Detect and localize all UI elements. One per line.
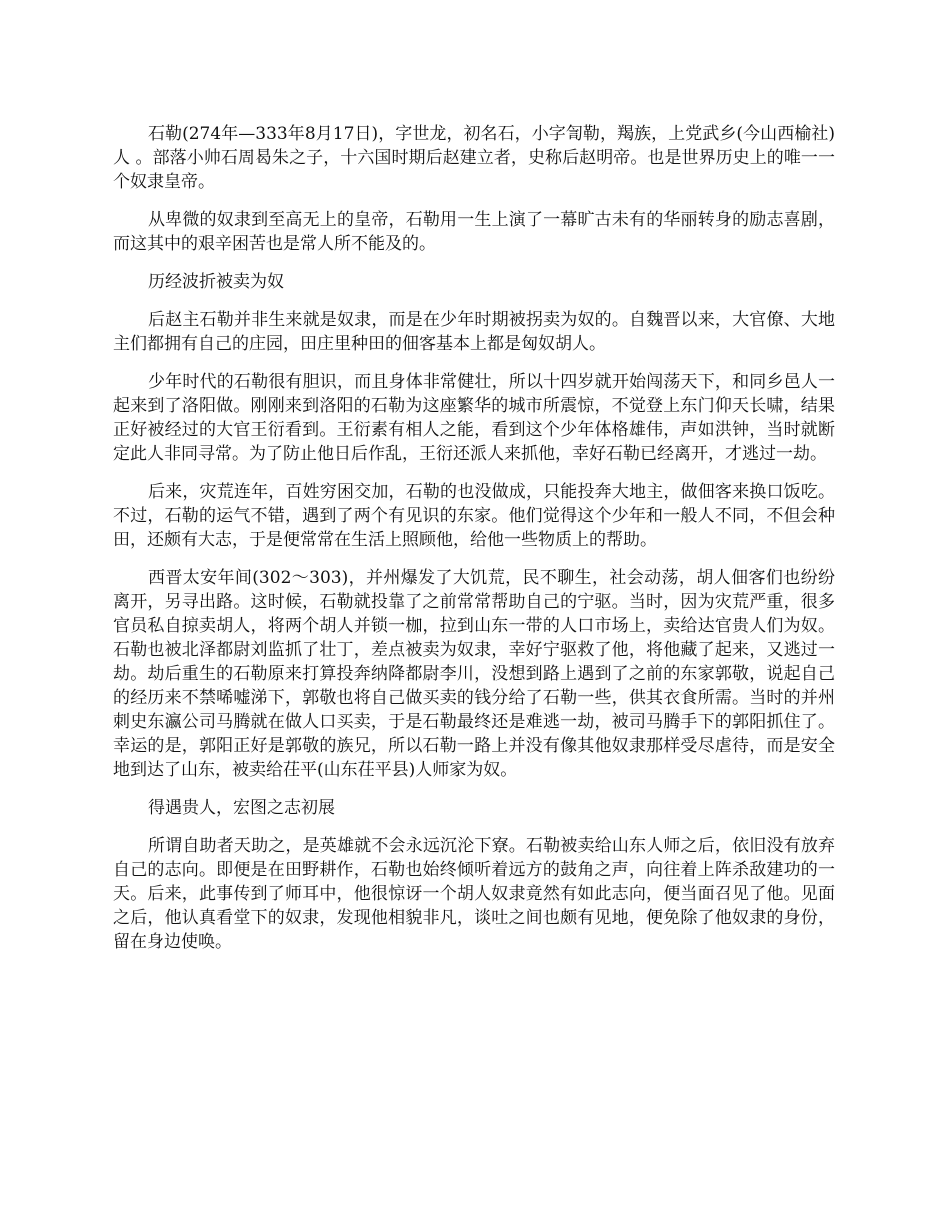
body-paragraph: 西晋太安年间(302～303)，并州爆发了大饥荒，民不聊生，社会动荡，胡人佃客们也纷纷离开，另寻出路。这时候，石勒就投靠了之前常常帮助自己的宁驱。当时，因为灾荒严重，很多官员私自掠卖胡人，将两个胡人并锁一枷，拉到山东一带的人口市场上，卖给达官贵人们为奴。石勒也被北泽都尉刘监抓了壮丁，差点被卖为奴隶，幸好宁驱救了他，将他藏了起来，又逃过一劫。劫后重生的石勒原来打算投奔纳降都尉李川，没想到路上遇到了之前的东家郭敬，说起自己的经历来不禁唏嘘涕下，郭敬也将自己做买卖的钱分给了石勒一些，供其衣食所需。当时的并州刺史东瀛公司马腾就在做人口买卖，于是石勒最终还是难逃一劫，被司马腾手下的郭阳抓住了。幸运的是，郭阳正好是郭敬的族兄，所以石勒一路上并没有像其他奴隶那样受尽虐待，而是安全地到达了山东，被卖给茌平(山东茌平县)人师家为奴。: [113, 568, 835, 780]
document-page: [113, 122, 835, 968]
body-paragraph: 后来，灾荒连年，百姓穷困交加，石勒的也没做成，只能投奔大地主，做佃客来换口饭吃。不过，石勒的运气不错，遇到了两个有见识的东家。他们觉得这个少年和一般人不同，不但会种田，还颇有大志，于是便常常在生活上照顾他，给他一些物质上的帮助。: [113, 482, 835, 550]
body-paragraph: 后赵主石勒并非生来就是奴隶，而是在少年时期被拐卖为奴的。自魏晋以来，大官僚、大地主们都拥有自己的庄园，田庄里种田的佃客基本上都是匈奴胡人。: [113, 310, 835, 354]
summary-paragraph: 从卑微的奴隶到至高无上的皇帝，石勒用一生上演了一幕旷古未有的华丽转身的励志喜剧，而这其中的艰辛困苦也是常人所不能及的。: [113, 210, 835, 254]
section-heading-slavery: 历经波折被卖为奴: [148, 272, 284, 292]
intro-paragraph: 石勒(274年—333年8月17日)，字世龙，初名石，小字訇勒，羯族，上党武乡(今山西榆社)人 。部落小帅石周曷朱之子，十六国时期后赵建立者，史称后赵明帝。也是世界历史上的唯一一个奴隶皇帝。: [113, 124, 835, 192]
body-paragraph: 少年时代的石勒很有胆识，而且身体非常健壮，所以十四岁就开始闯荡天下，和同乡邑人一起来到了洛阳做。刚刚来到洛阳的石勒为这座繁华的城市所震惊，不觉登上东门仰天长啸，结果正好被经过的大官王衍看到。王衍素有相人之能，看到这个少年体格雄伟，声如洪钟，当时就断定此人非同寻常。为了防止他日后作乱，王衍还派人来抓他，幸好石勒已经离开，才逃过一劫。: [113, 372, 835, 464]
section-heading-patron: 得遇贵人，宏图之志初展: [148, 798, 335, 818]
body-paragraph: 所谓自助者天助之，是英雄就不会永远沉沦下寮。石勒被卖给山东人师之后，依旧没有放弃自己的志向。即便是在田野耕作，石勒也始终倾听着远方的鼓角之声，向往着上阵杀敌建功的一天。后来，此事传到了师耳中，他很惊讶一个胡人奴隶竟然有如此志向，便当面召见了他。见面之后，他认真看堂下的奴隶，发现他相貌非凡，谈吐之间也颇有见地，便免除了他奴隶的身份，留在身边使唤。: [113, 836, 835, 952]
